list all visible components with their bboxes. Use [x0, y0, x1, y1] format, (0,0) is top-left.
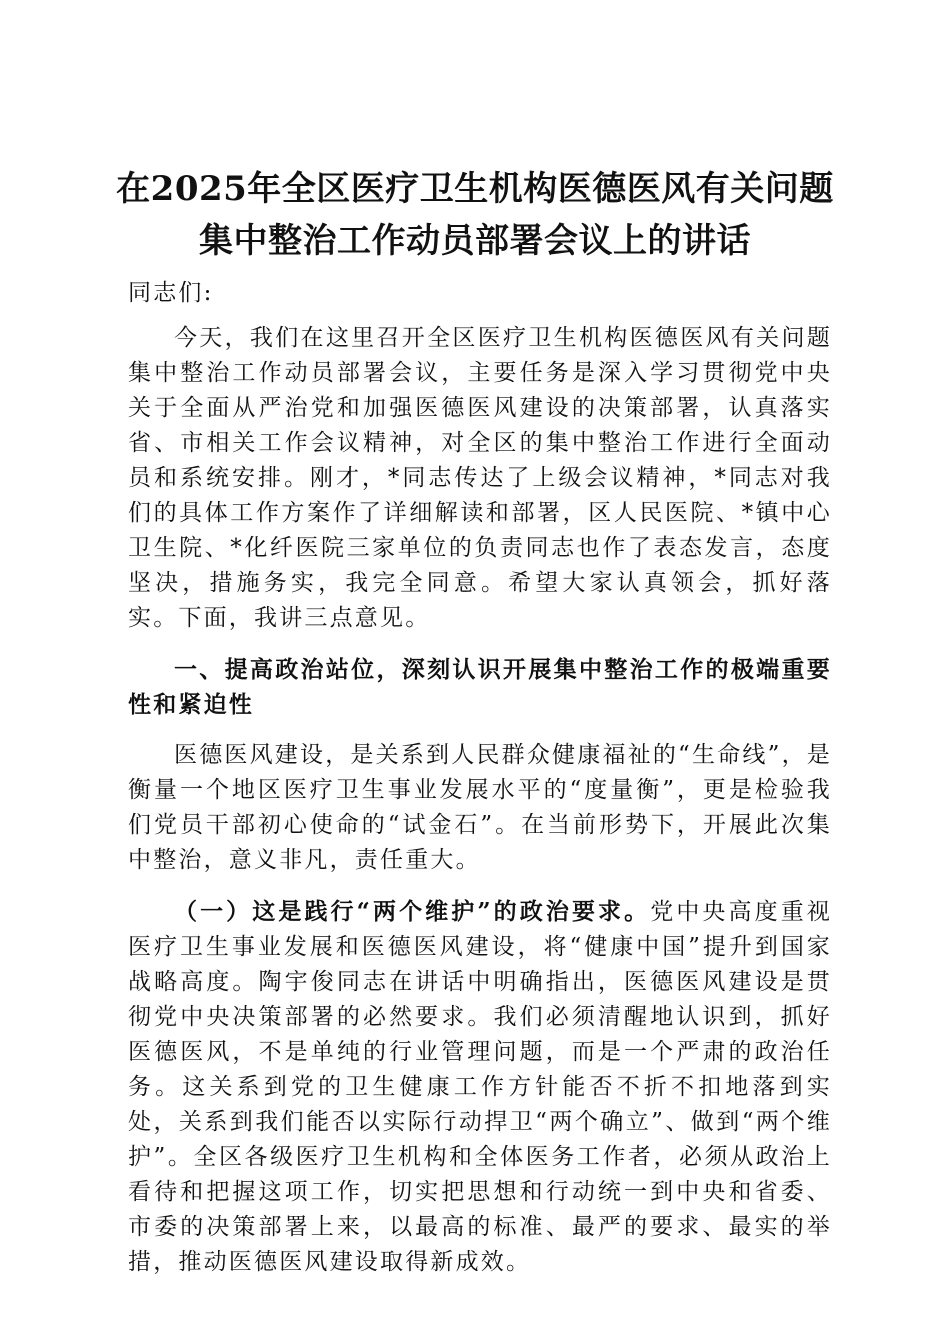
intro-paragraph: 今天，我们在这里召开全区医疗卫生机构医德医风有关问题集中整治工作动员部署会议，主要任务是深入学习贯彻党中央关于全面从严治党和加强医德医风建设的决策部署，认真落实省、市相关工作会议精神，对全区的集中整治工作进行全面动员和系统安排。刚才，*同志传达了上级会议精神，*同志对我们的具体工作方案作了详细解读和部署，区人民医院、*镇中心卫生院、*化纤医院三家单位的负责同志也作了表态发言，态度坚决，措施务实，我完全同意。希望大家认真领会，抓好落实。下面，我讲三点意见。: [128, 325, 832, 631]
subsection-1-paragraph: [128, 894, 832, 1280]
section-1-paragraph: 医德医风建设，是关系到人民群众健康福祉的“生命线”，是衡量一个地区医疗卫生事业发展水平的“度量衡”，更是检验我们党员干部初心使命的“试金石”。在当前形势下，开展此次集中整治，意义非凡，责任重大。: [128, 742, 832, 873]
document-body: [128, 276, 832, 1280]
subsection-1-lead: （一）这是践行“两个维护”的政治要求。: [174, 898, 651, 925]
subsection-1-text: 党中央高度重视医疗卫生事业发展和医德医风建设，将“健康中国”提升到国家战略高度。陶宇俊同志在讲话中明确指出，医德医风建设是贯彻党中央决策部署的必然要求。我们必须清醒地认识到，抓好医德医风，不是单纯的行业管理问题，而是一个严肃的政治任务。这关系到党的卫生健康工作方针能否不折不扣地落到实处，关系到我们能否以实际行动捍卫“两个确立”、做到“两个维护”。全区各级医疗卫生机构和全体医务工作者，必须从政治上看待和把握这项工作，切实把思想和行动统一到中央和省委、市委的决策部署上来，以最高的标准、最严的要求、最实的举措，推动医德医风建设取得新成效。: [128, 899, 832, 1275]
document-title: 在2025年全区医疗卫生机构医德医风有关问题集中整治工作动员部署会议上的讲话: [116, 169, 834, 261]
greeting: 同志们:: [128, 280, 214, 306]
section-heading-1: 一、提高政治站位，深刻认识开展集中整治工作的极端重要性和紧迫性: [128, 656, 832, 718]
